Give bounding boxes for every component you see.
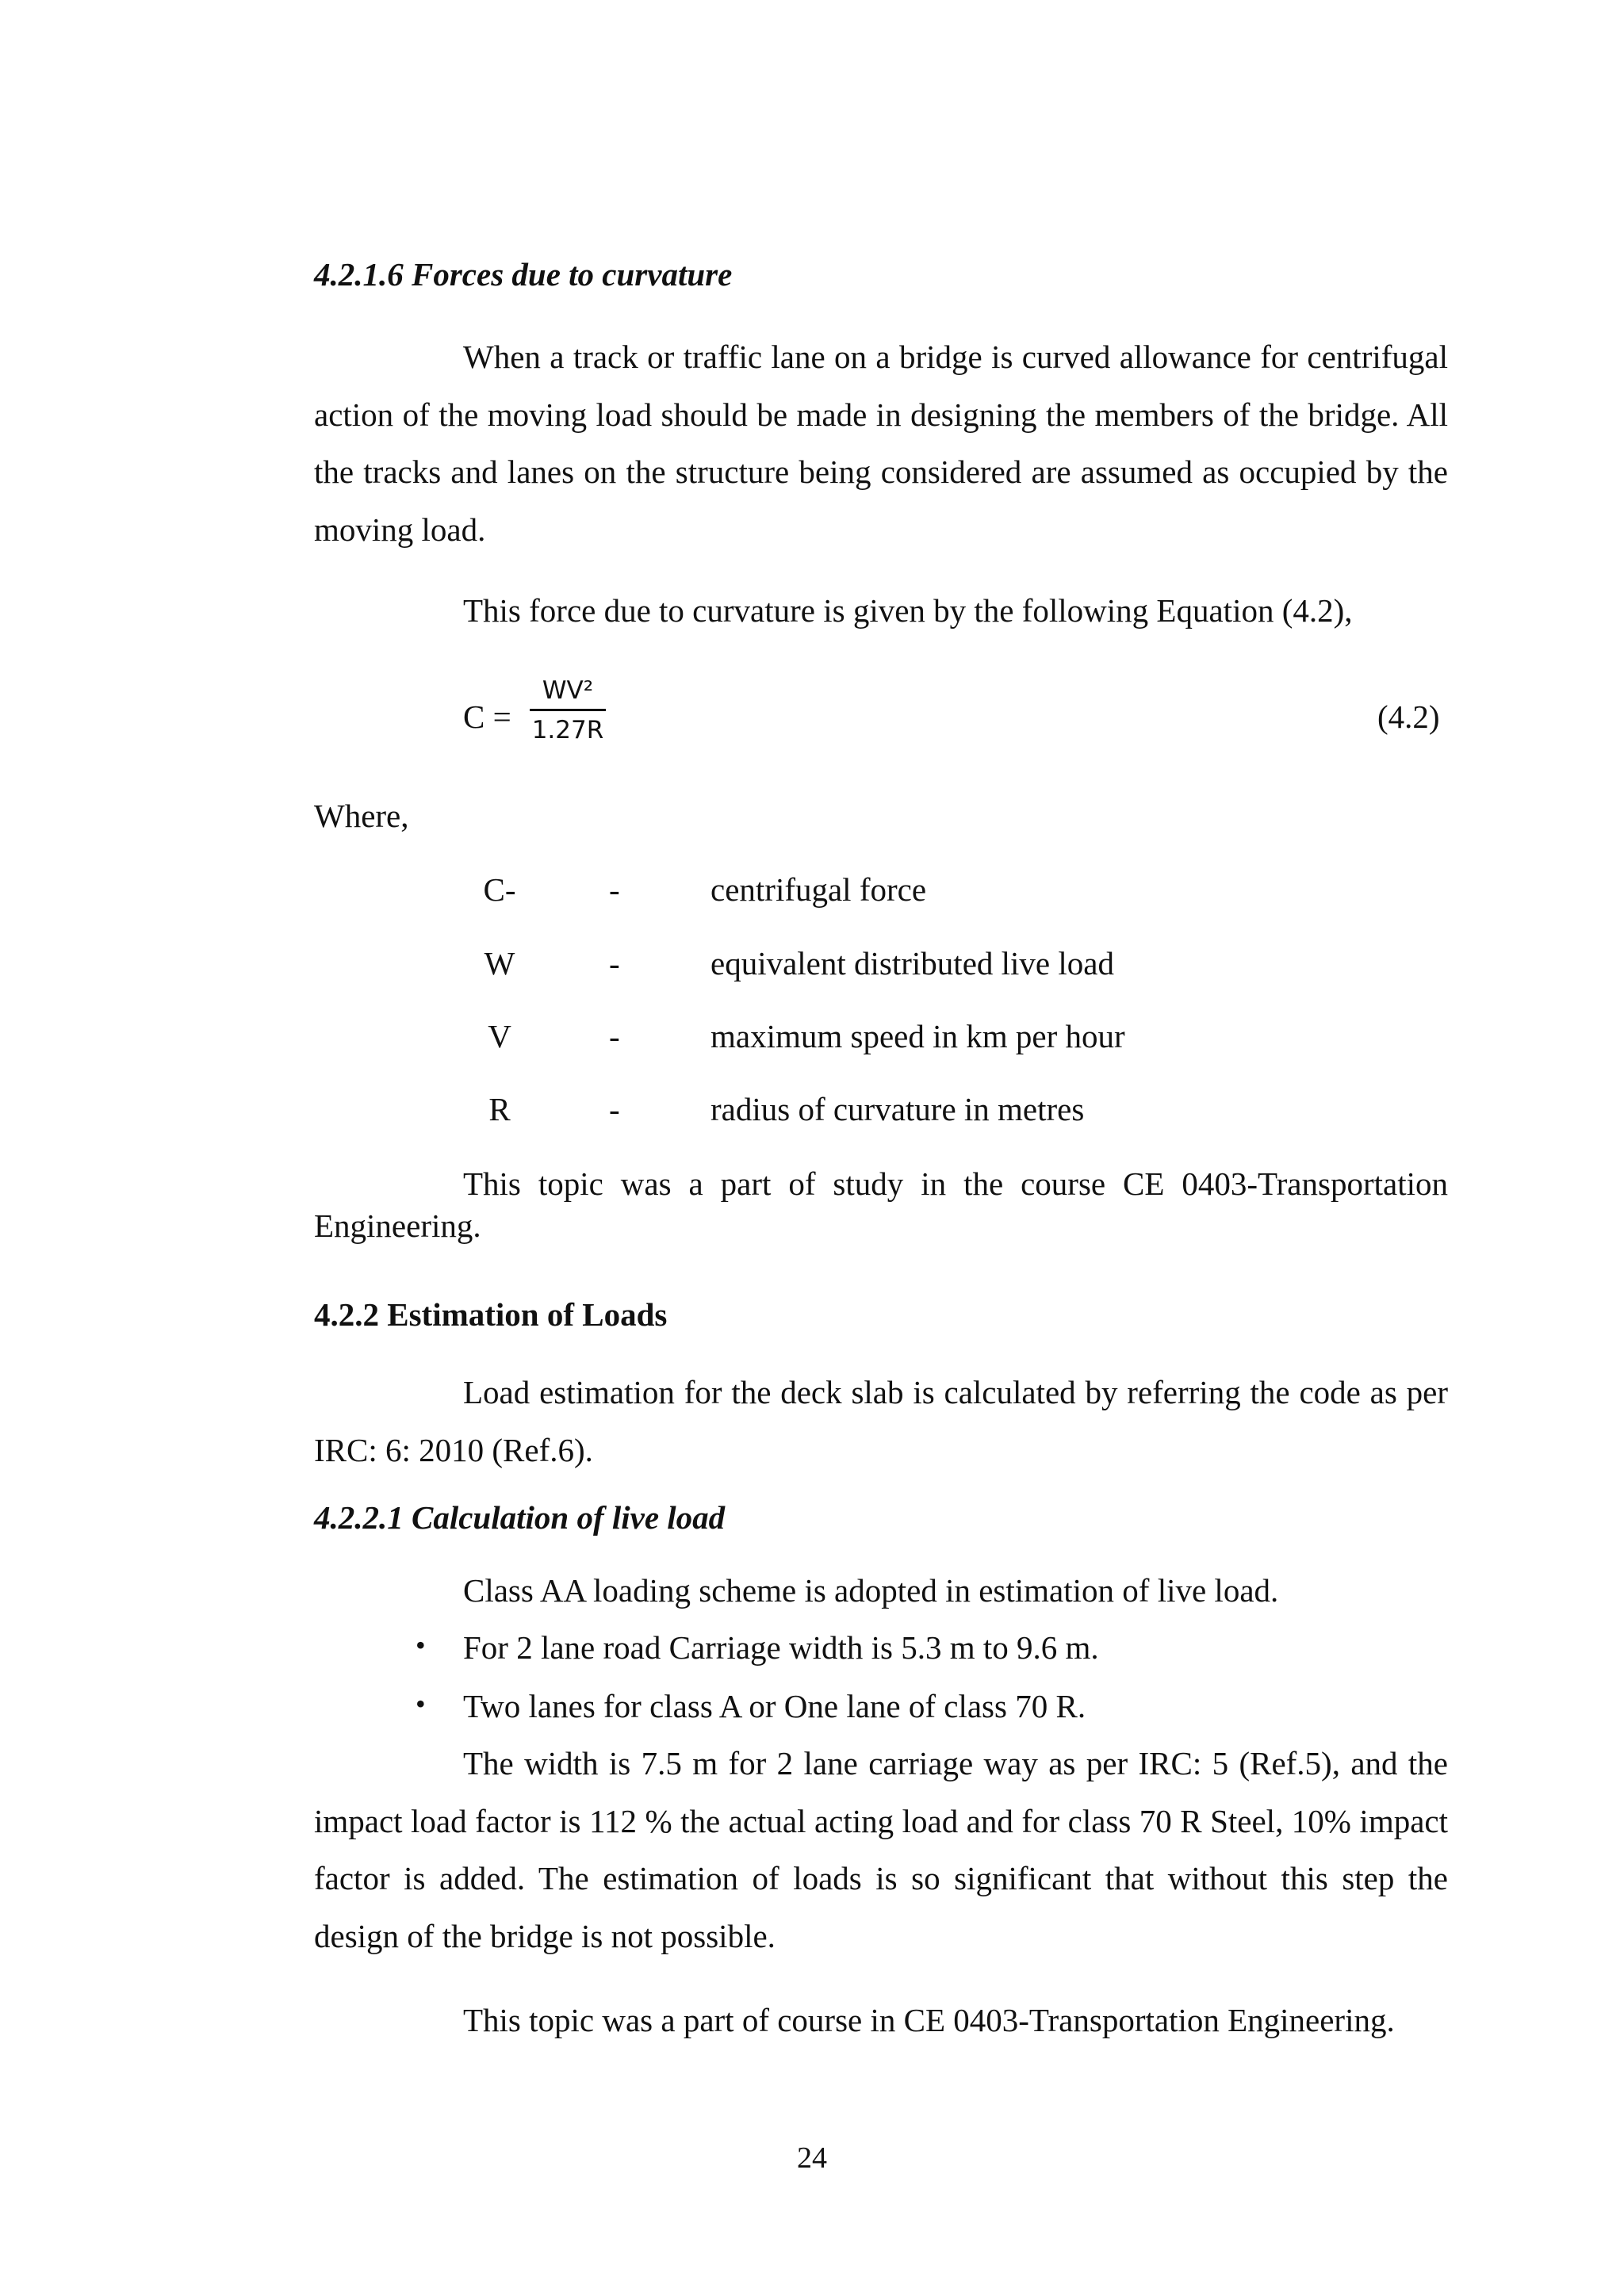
where-label: Where, xyxy=(314,798,409,834)
definition-symbol: W xyxy=(484,945,515,982)
definition-dash: - xyxy=(609,1018,620,1054)
live-load-intro: Class AA loading scheme is adopted in estimation of live load. xyxy=(463,1572,1279,1609)
bullet-text: Two lanes for class A or One lane of class 70 R. xyxy=(463,1688,1086,1724)
equation-fraction xyxy=(530,674,606,746)
bullet-text: For 2 lane road Carriage width is 5.3 m to 9.6 m. xyxy=(463,1629,1099,1666)
course-note-line-2: Engineering. xyxy=(314,1207,481,1244)
course-note-line-1: This topic was a part of study in the course CE 0403-Transportation xyxy=(463,1165,1448,1202)
curvature-paragraph: When a track or traffic lane on a bridge is curved allowance for centrifugal action of the moving load should be made in designing the members of the bridge. All the tracks and lanes on the structure being considered are assumed as occupied by the moving load. xyxy=(314,339,1448,548)
bullet-icon: • xyxy=(416,1688,426,1720)
page-number: 24 xyxy=(797,2141,827,2175)
equation-lhs: C = xyxy=(463,698,511,735)
bullet-icon: • xyxy=(416,1629,426,1661)
definition-dash: - xyxy=(609,1091,620,1127)
definition-meaning: equivalent distributed live load xyxy=(710,945,1114,982)
definition-symbol: C- xyxy=(483,871,516,908)
definition-meaning: centrifugal force xyxy=(710,871,927,908)
definition-symbol: V xyxy=(488,1018,511,1054)
definition-meaning: maximum speed in km per hour xyxy=(710,1018,1125,1054)
equation-denominator: 1.27R xyxy=(531,716,604,744)
definition-symbol: R xyxy=(488,1091,511,1127)
definition-dash: - xyxy=(609,871,620,908)
equation-number: (4.2) xyxy=(1377,698,1440,735)
load-estimation-paragraph: Load estimation for the deck slab is calculated by referring the code as per IRC: 6: 2010 (Ref.6). xyxy=(314,1374,1448,1468)
equation-numerator: WV² xyxy=(542,676,594,705)
section-heading-4-2-1-6: 4.2.1.6 Forces due to curvature xyxy=(314,256,733,293)
definition-meaning: radius of curvature in metres xyxy=(710,1091,1085,1127)
definition-dash: - xyxy=(609,945,620,982)
section-heading-4-2-2: 4.2.2 Estimation of Loads xyxy=(314,1296,668,1333)
course-note-2: This topic was a part of course in CE 0403-Transportation Engineering. xyxy=(463,2002,1395,2038)
section-heading-4-2-2-1: 4.2.2.1 Calculation of live load xyxy=(314,1499,726,1536)
equation-intro: This force due to curvature is given by the following Equation (4.2), xyxy=(463,592,1353,629)
impact-factor-paragraph: The width is 7.5 m for 2 lane carriage way as per IRC: 5 (Ref.5), and the impact load factor is 112 % the actual acting load and for class 70 R Steel, 10% impact factor is added. The estimation of loads is so significant that without this step the design of the bridge is not possible. xyxy=(314,1745,1448,1954)
fraction-bar xyxy=(530,709,606,711)
